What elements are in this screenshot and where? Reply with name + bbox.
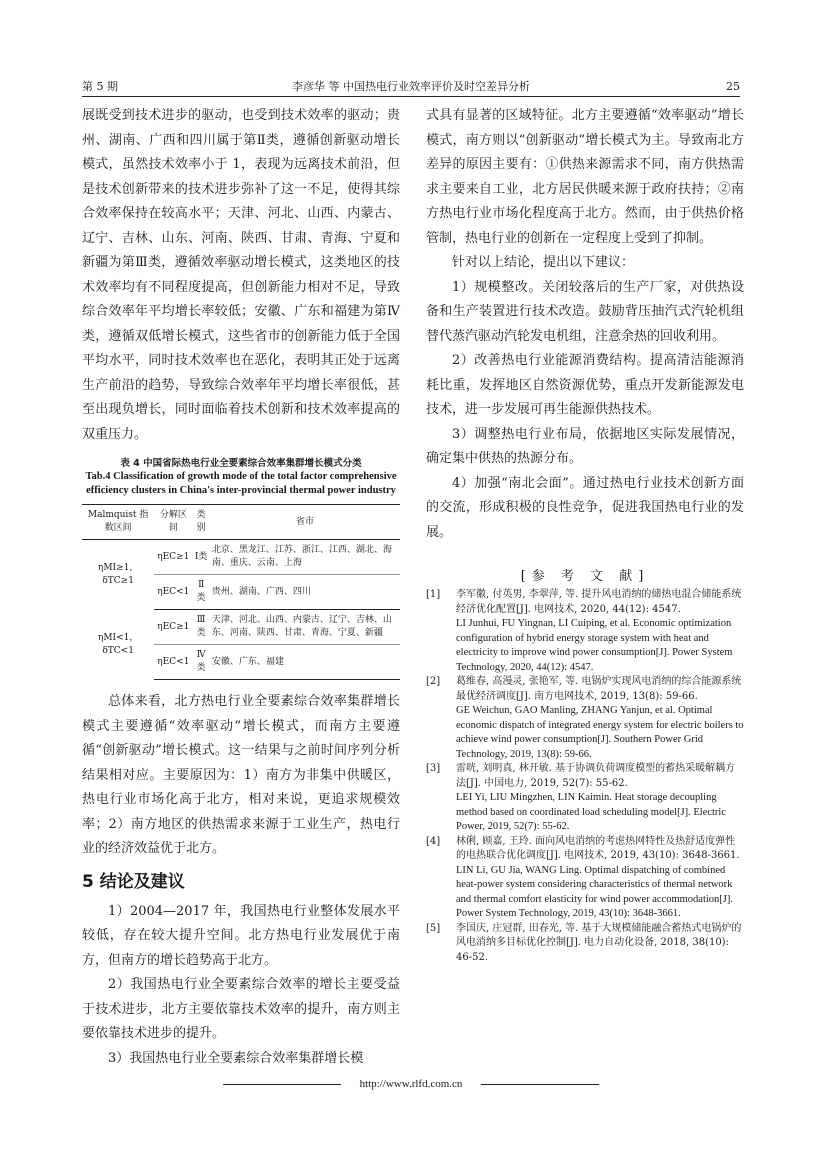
provinces-cell: 北京、黑龙江、江苏、浙江、江西、湖北、海南、重庆、云南、上海: [210, 540, 400, 575]
footer-rule-left: [223, 1084, 341, 1085]
subrange-cell: ηEC<1: [154, 645, 192, 680]
body-paragraph: 总体来看，北方热电行业全要素综合效率集群增长模式主要遵循“效率驱动”增长模式，而南方主要遵循“创新驱动”增长模式。这一结果与之前时间序列分析结果相对应。主要原因为：1）南方为非集中供暖区，热电行业市场化高于北方，相对来说，更追求规模效率；2）南方地区的供热需求来源于工业生产，热电行业的经济效益优于北方。: [82, 694, 400, 856]
table-caption-cn: 表 4 中国省际热电行业全要素综合效率集群增长模式分类: [120, 458, 362, 469]
col-header-malmquist: Malmquist 指数区间: [82, 505, 154, 540]
suggestion-item: 4）加强“南北会面”。通过热电行业技术创新方面的交流，形成积极的良性竞争，促进我国热电行业的发展。: [426, 475, 744, 540]
col-header-subrange: 分解区间: [154, 505, 192, 540]
table-header-row: [82, 505, 400, 540]
journal-url[interactable]: http://www.rlfd.com.cn: [359, 1078, 463, 1090]
malmquist-range-cell: ηMI≥1，δTC≥1: [97, 562, 139, 586]
subrange-cell: ηEC≥1: [154, 610, 192, 645]
conclusion-item: 3）我国热电行业全要素综合效率集群增长模: [108, 1050, 364, 1066]
reference-en: LI Junhui, FU Yingnan, LI Cuiping, et al. Economic optimization configuration of hybrid energy storage system with heat and electricity to improve wind power consumption[J]. Power System Technology, 2020, 44(12): 4547.: [456, 618, 733, 673]
reference-cn: 葛维春, 高漫灵, 张艳军, 等. 电锅炉实现风电消纳的综合能源系统最优经济调度[J]. 南方电网技术, 2019, 13(8): 59-66.: [456, 676, 742, 702]
footer-rule-right: [481, 1084, 599, 1085]
category-cell: Ⅰ类: [192, 540, 210, 575]
reference-number: [3]: [426, 763, 441, 774]
section-heading: 5 结论及建议: [82, 871, 185, 892]
left-column: [82, 104, 400, 1071]
col-header-category: 类别: [192, 505, 210, 540]
provinces-cell: 天津、河北、山西、内蒙古、辽宁、吉林、山东、河南、陕西、甘肃、青海、宁夏、新疆: [210, 610, 400, 645]
reference-number: [2]: [426, 676, 441, 687]
classification-table: [82, 504, 400, 680]
subrange-cell: ηEC<1: [154, 575, 192, 610]
malmquist-range-cell: ηMI<1，δTC<1: [97, 632, 139, 656]
reference-entry: [426, 588, 744, 675]
reference-cn: 李国庆, 庄冠群, 田春光, 等. 基于大规模储能融合蓄热式电锅炉的风电消纳多目标优化控制[J]. 电力自动化设备, 2018, 38(10): 46-52.: [456, 922, 742, 963]
category-cell: Ⅲ类: [192, 610, 210, 645]
reference-cn: 雷咣, 刘明真, 林开敏. 基于协调负荷调度模型的蓄热采暖解耦方法[J]. 中国电力, 2019, 52(7): 55-62.: [456, 763, 736, 789]
page-footer: [82, 1078, 740, 1090]
table-row: [82, 610, 400, 645]
running-title: 李彦华 等 中国热电行业效率评价及时空差异分析: [292, 80, 530, 93]
running-header: [82, 79, 740, 95]
reference-en: GE Weichun, GAO Manling, ZHANG Yanjun, et al. Optimal economic dispatch of integrated energy system for electric boilers to achieve wind power consumption[J]. Southern Power Grid Technology, 2019, 13(8): 59-66.: [456, 705, 744, 760]
col-header-provinces: 省市: [210, 505, 400, 540]
body-paragraph: 展既受到技术进步的驱动，也受到技术效率的驱动；贵州、湖南、广西和四川属于第Ⅱ类，遵循创新驱动增长模式，虽然技术效率小于 1，表现为远离技术前沿，但是技术创新带来的技术进步弥补了这一不足，使得其综合效率保持在较高水平；天津、河北、山西、内蒙古、辽宁、吉林、山东、河南、陕西、甘肃、青海、宁夏和新疆为第Ⅲ类，遵循效率驱动增长模式，这类地区的技术效率均有不同程度提高，但创新能力相对不足，导致综合效率年平均增长率较低；安徽、广东和福建为第Ⅳ类，遵循双低增长模式，这些省市的创新能力低于全国平均水平，同时技术效率也在恶化，表明其正处于远离生产前沿的趋势，导致综合效率年平均增长率很低，甚至出现负增长，同时面临着技术创新和技术效率提高的双重压力。: [82, 108, 400, 442]
reference-entry: [426, 922, 744, 966]
suggestion-item: 1）规模整改。关闭较落后的生产厂家，对供热设备和生产装置进行技术改造。鼓励背压抽汽式汽轮机组替代蒸汽驱动汽轮发电机组，注意余热的回收利用。: [426, 279, 744, 344]
provinces-cell: 贵州、湖南、广西、四川: [210, 575, 400, 610]
reference-cn: 林俐, 顾嘉, 王玲. 面向风电消纳的考虑热网特性及热舒适度弹性的电热联合优化调度[J]. 电网技术, 2019, 43(10): 3648-3661.: [456, 835, 740, 861]
reference-en: LEI Yi, LIU Mingzhen, LIN Kaimin. Heat storage decoupling method based on coordinated load scheduling model[J]. Electric Power, 2019, 52(7): 55-62.: [456, 792, 727, 832]
subrange-cell: ηEC≥1: [154, 540, 192, 575]
reference-entry: [426, 835, 744, 922]
page-number: 25: [726, 80, 740, 93]
suggestion-item: 3）调整热电行业布局，依据地区实际发展情况，确定集中供热的热源分布。: [426, 426, 744, 466]
body-paragraph: 针对以上结论，提出以下建议：: [452, 255, 635, 270]
conclusion-item: 2）我国热电行业全要素综合效率的增长主要受益于技术进步，北方主要依靠技术效率的提升，南方则主要依靠技术进步的提升。: [82, 977, 400, 1041]
reference-entry: [426, 762, 744, 835]
suggestion-item: 2）改善热电行业能源消费结构。提高清洁能源消耗比重，发挥地区自然资源优势，重点开发新能源发电技术，进一步发展可再生能源供热技术。: [426, 353, 744, 417]
table-row: [82, 540, 400, 575]
issue-label: 第 5 期: [82, 80, 118, 93]
reference-entry: [426, 675, 744, 762]
header-rule: [82, 96, 740, 97]
table-caption: [82, 457, 400, 498]
right-column: [426, 104, 744, 965]
category-cell: Ⅳ类: [192, 645, 210, 680]
reference-en: LIN Li, GU Jia, WANG Ling. Optimal dispatching of combined heat-power system considering characteristics of thermal network and thermal comfort elasticity for wind power accommodation[J]. Power System Technology, 2019, 43(10): 3648-3661.: [456, 864, 733, 919]
reference-cn: 李军徽, 付英男, 李翠萍, 等. 提升风电消纳的储热电混合储能系统经济优化配置[J]. 电网技术, 2020, 44(12): 4547.: [456, 589, 742, 615]
references-heading: [参 考 文 献]: [520, 569, 650, 584]
table-caption-en: Tab.4 Classification of growth mode of the total factor comprehensive efficiency clusters in China's inter-provincial thermal power industry: [85, 471, 397, 496]
category-cell: Ⅱ类: [192, 575, 210, 610]
provinces-cell: 安徽、广东、福建: [210, 645, 400, 680]
reference-number: [4]: [426, 835, 441, 847]
reference-number: [5]: [426, 922, 441, 934]
conclusion-item: 1）2004—2017 年，我国热电行业整体发展水平较低，存在较大提升空间。北方热电行业发展优于南方，但南方的增长趋势高于北方。: [82, 903, 400, 968]
reference-number: [1]: [426, 589, 441, 600]
body-paragraph: 式具有显著的区域特征。北方主要遵循“效率驱动”增长模式，南方则以“创新驱动”增长模式为主。导致南北方差异的原因主要有：①供热来源需求不同，南方供热需求主要来自工业，北方居民供暖来源于政府扶持；②南方热电行业市场化程度高于北方。然而，由于供热价格管制，热电行业的创新在一定程度上受到了抑制。: [426, 108, 744, 246]
